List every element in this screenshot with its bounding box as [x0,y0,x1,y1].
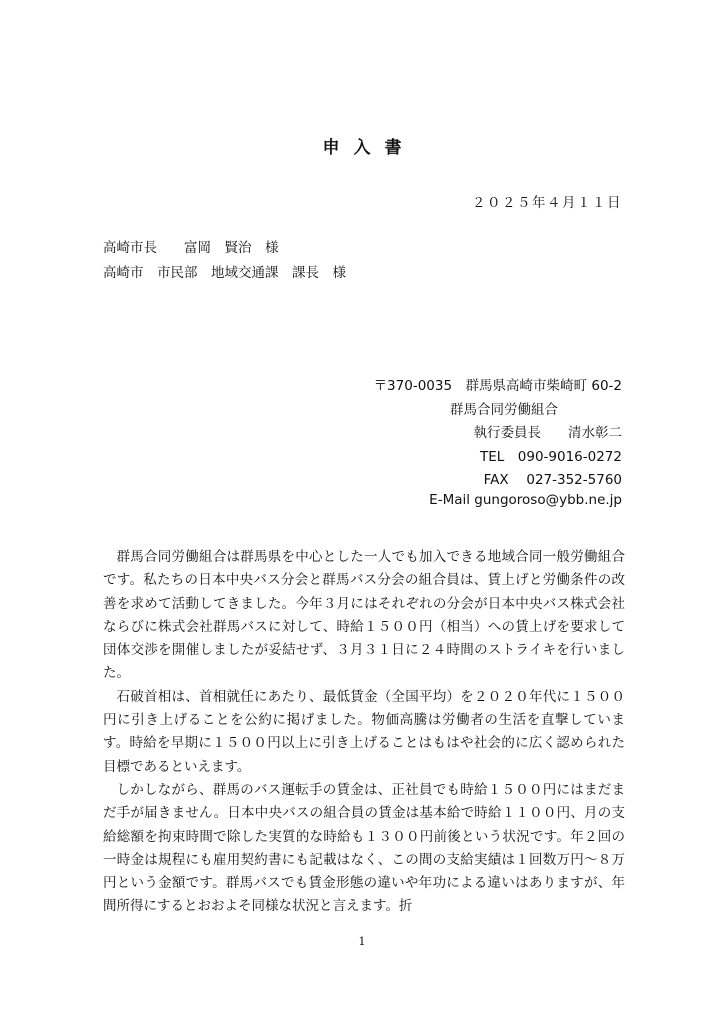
body-paragraph: 石破首相は、首相就任にあたり、最低賃金（全国平均）を２０２０年代に１５００円に引き上げることを公約に掲げました。物価高騰は労働者の生活を直撃しています。時給を早期に１５００円以上に引き上げることはもはや社会的に広く認められた目標であるといえます。 [103,688,625,775]
document-body [103,546,625,919]
body-paragraph: 群馬合同労働組合は群馬県を中心とした一人でも加入できる地域合同一般労働組合です。私たちの日本中央バス分会と群馬バス分会の組合員は、賃上げと労働条件の改善を求めて活動してきました。今年３月にはそれぞれの分会が日本中央バス株式会社ならびに株式会社群馬バスに対して、時給１５００円（相当）への賃上げを要求して団体交渉を開催しましたが妥結せず、３月３１日に２４時間のストライキを行いました。 [103,549,625,682]
page-number: 1 [358,935,366,948]
sender-representative: 執行委員長 清水彰二 [473,425,622,441]
document-date: ２０２５年４月１１日 [472,195,622,211]
addressee-mayor: 高崎市長 富岡 賢治 様 [103,240,279,256]
document-title: 申入書 [322,138,416,158]
sender-tel: TEL 090-9016-0272 [479,449,622,465]
sender-organization: 群馬合同労働組合 [450,402,558,418]
addressee-section-chief: 高崎市 市民部 地域交通課 課長 様 [103,265,346,281]
sender-address: 〒370-0035 群馬県高崎市柴崎町 60-2 [373,378,622,394]
sender-fax: FAX 027-352-5760 [483,472,622,488]
sender-email: E-Mail gungoroso@ybb.ne.jp [429,492,622,508]
body-paragraph: しかしながら、群馬のバス運転手の賃金は、正社員でも時給１５００円にはまだまだ手が届きません。日本中央バスの組合員の賃金は基本給で時給１１００円、月の支給総額を拘束時間で除した実質的な時給も１３００円前後という状況です。年２回の一時金は規程にも雇用契約書にも記載はなく、この間の支給実績は１回数万円～８万円という金額です。群馬バスでも賃金形態の違いや年功による違いはありますが、年間所得にするとおおよそ同様な状況と言えます。折 [103,781,625,915]
